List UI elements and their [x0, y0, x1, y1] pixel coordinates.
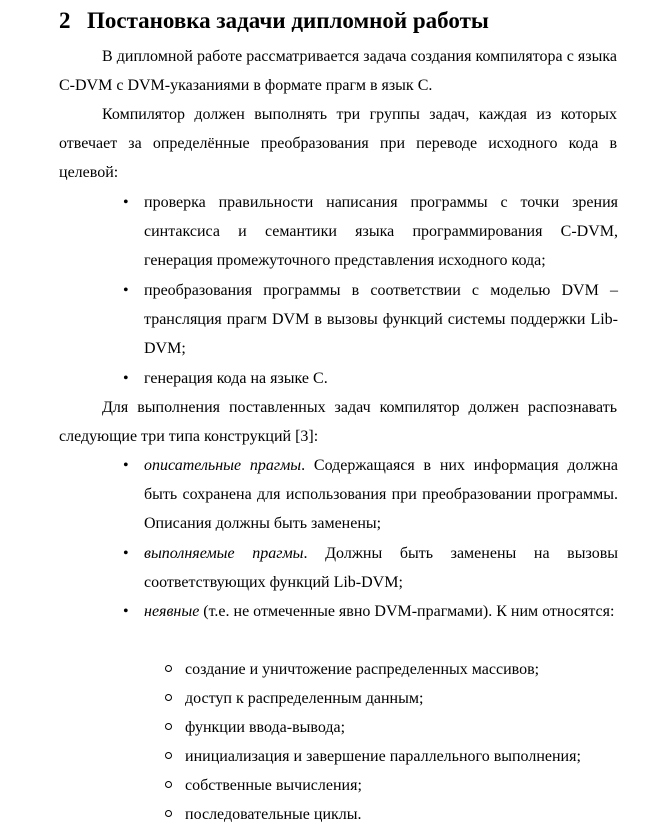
- implicit-item-2: [185, 684, 625, 713]
- implicit-item-text: создание и уничтожение распределенных массивов;: [185, 661, 540, 678]
- implicit-item-6: [185, 800, 625, 829]
- circle-bullet-icon: [165, 723, 172, 730]
- section-title: Постановка задачи дипломной работы: [87, 8, 489, 33]
- task-item-text: проверка правильности написания программы с точки зрения синтаксиса и семантики языка программирования C-DVM, генерация промежуточного представления исходного кода;: [144, 194, 618, 269]
- construct-term: неявные: [144, 603, 200, 620]
- construct-term: описательные прагмы: [144, 457, 302, 474]
- implicit-item-text: доступ к распределенным данным;: [185, 690, 424, 707]
- implicit-item-4: [185, 742, 625, 771]
- bullet-icon: •: [123, 282, 129, 299]
- implicit-item-text: инициализация и завершение параллельного выполнения;: [185, 748, 581, 765]
- implicit-item-text: последовательные циклы.: [185, 806, 362, 823]
- circle-bullet-icon: [165, 694, 172, 701]
- task-item-1: [123, 188, 618, 275]
- construct-text: (т.е. не отмеченные явно DVM-прагмами). К ним относятся:: [199, 603, 615, 620]
- task-item-text: генерация кода на языке С.: [144, 370, 328, 387]
- construct-item-2: [123, 539, 619, 597]
- circle-bullet-icon: [165, 781, 172, 788]
- bullet-icon: •: [123, 194, 129, 211]
- construct-text: . Содержащаяся в них информация должна быть сохранена для использования при преобразовании программы. Описания должны быть заменены;: [144, 457, 618, 532]
- implicit-item-3: [185, 713, 625, 742]
- construct-term: выполняемые прагмы: [144, 545, 304, 562]
- circle-bullet-icon: [165, 810, 172, 817]
- implicit-item-5: [185, 771, 625, 800]
- bullet-icon: •: [123, 603, 129, 620]
- bullet-icon: •: [123, 370, 129, 387]
- task-item-2: [123, 276, 618, 363]
- construct-text: . Должны быть заменены на вызовы соответствующих функций Lib-DVM;: [144, 545, 619, 591]
- implicit-item-1: [185, 655, 625, 684]
- tasks-intro-paragraph: Компилятор должен выполнять три группы задач, каждая из которых отвечает за определённые преобразования при переводе исходного кода в целевой:: [59, 106, 617, 181]
- implicit-item-text: функции ввода-вывода;: [185, 719, 346, 736]
- circle-bullet-icon: [165, 752, 172, 759]
- implicit-item-text: собственные вычисления;: [185, 777, 362, 794]
- task-item-text: преобразования программы в соответствии с моделью DVM – трансляция прагм DVM в вызовы функций системы поддержки Lib-DVM;: [144, 282, 618, 357]
- circle-bullet-icon: [165, 665, 172, 672]
- bullet-icon: •: [123, 545, 129, 562]
- bullet-icon: •: [123, 457, 129, 474]
- section-number: 2: [59, 8, 71, 33]
- task-item-3: [123, 364, 618, 393]
- section-heading: [59, 6, 489, 36]
- constructs-intro-paragraph: Для выполнения поставленных задач компилятор должен распознавать следующие три типа конструкций [3]:: [59, 399, 617, 445]
- construct-item-1: [123, 451, 618, 538]
- construct-item-3: [123, 597, 618, 626]
- intro-paragraph: В дипломной работе рассматривается задача создания компилятора с языка C-DVM с DVM-указаниями в формате прагм в язык С.: [59, 48, 617, 94]
